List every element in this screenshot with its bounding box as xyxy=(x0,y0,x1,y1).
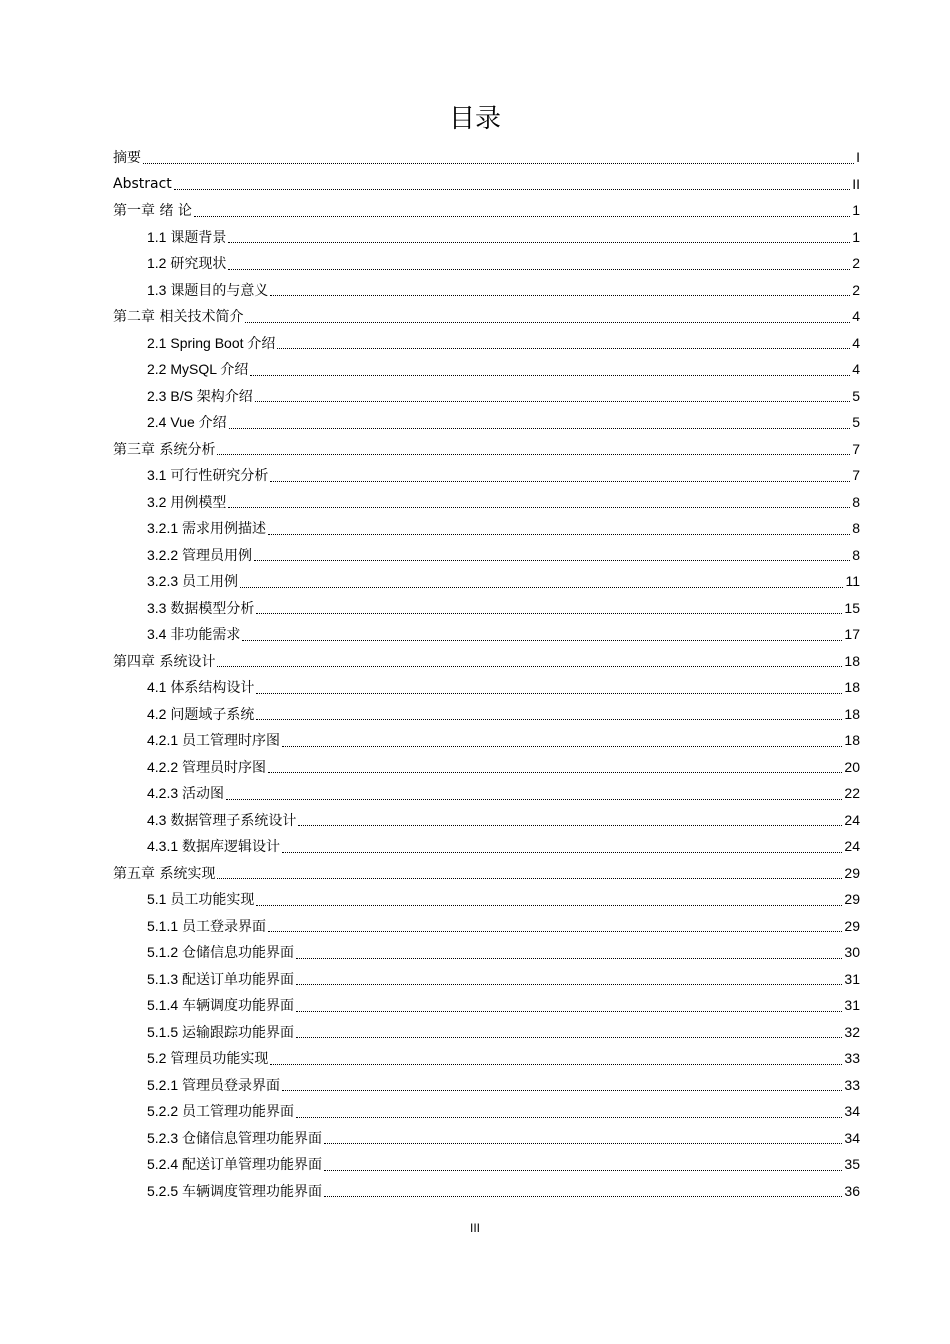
toc-entry-page: 4 xyxy=(852,308,860,325)
toc-dot-leader xyxy=(240,587,843,588)
toc-dot-leader xyxy=(217,454,850,455)
toc-dot-leader xyxy=(282,852,842,853)
table-of-contents xyxy=(113,144,860,1204)
toc-entry-label: 2.1 Spring Boot 介绍 xyxy=(147,334,276,351)
toc-entry-page: 1 xyxy=(852,228,860,245)
toc-entry-page: 33 xyxy=(844,1050,860,1067)
toc-entry[interactable] xyxy=(113,568,860,595)
toc-entry-label: 第四章 系统设计 xyxy=(113,653,216,670)
toc-entry-label: 3.3 数据模型分析 xyxy=(147,599,255,616)
toc-entry-page: 31 xyxy=(844,970,860,987)
toc-entry-label: 5.2 管理员功能实现 xyxy=(147,1050,269,1067)
toc-entry-page: I xyxy=(856,149,860,166)
toc-dot-leader xyxy=(296,984,842,985)
toc-entry-label: 2.2 MySQL 介绍 xyxy=(147,361,249,378)
toc-entry[interactable] xyxy=(113,356,860,383)
toc-entry-label: 4.3.1 数据库逻辑设计 xyxy=(147,838,281,855)
toc-entry-page: 29 xyxy=(844,864,860,881)
toc-entry[interactable] xyxy=(113,303,860,330)
toc-entry-label: 第一章 绪 论 xyxy=(113,203,192,220)
toc-entry-label: 5.2.5 车辆调度管理功能界面 xyxy=(147,1182,323,1199)
toc-dot-leader xyxy=(250,375,850,376)
toc-dot-leader xyxy=(194,216,850,217)
toc-entry-page: 8 xyxy=(852,546,860,563)
toc-dot-leader xyxy=(324,1170,842,1171)
toc-entry-label: 5.1 员工功能实现 xyxy=(147,891,255,908)
toc-entry-label: 5.2.2 员工管理功能界面 xyxy=(147,1103,295,1120)
toc-entry-label: Abstract xyxy=(113,175,172,192)
toc-entry-page: 33 xyxy=(844,1076,860,1093)
toc-dot-leader xyxy=(217,666,842,667)
toc-entry[interactable] xyxy=(113,807,860,834)
toc-dot-leader xyxy=(256,719,842,720)
toc-entry[interactable] xyxy=(113,224,860,251)
toc-entry-page: 35 xyxy=(844,1156,860,1173)
toc-entry-label: 5.2.4 配送订单管理功能界面 xyxy=(147,1156,323,1173)
toc-entry[interactable] xyxy=(113,383,860,410)
toc-dot-leader xyxy=(282,746,842,747)
toc-entry-label: 3.2.3 员工用例 xyxy=(147,573,239,590)
toc-entry-label: 摘要 xyxy=(113,150,141,167)
toc-dot-leader xyxy=(174,189,850,190)
toc-entry-label: 5.2.3 仓储信息管理功能界面 xyxy=(147,1129,323,1146)
toc-entry[interactable] xyxy=(113,674,860,701)
toc-entry[interactable] xyxy=(113,913,860,940)
toc-entry[interactable] xyxy=(113,621,860,648)
toc-entry[interactable] xyxy=(113,436,860,463)
toc-entry[interactable] xyxy=(113,780,860,807)
toc-dot-leader xyxy=(270,1064,842,1065)
toc-entry-page: 24 xyxy=(844,811,860,828)
toc-entry-page: 8 xyxy=(852,493,860,510)
toc-entry[interactable] xyxy=(113,1178,860,1205)
toc-entry-label: 5.2.1 管理员登录界面 xyxy=(147,1076,281,1093)
toc-entry-label: 1.1 课题背景 xyxy=(147,228,227,245)
toc-dot-leader xyxy=(296,1117,842,1118)
toc-entry[interactable] xyxy=(113,462,860,489)
toc-entry[interactable] xyxy=(113,542,860,569)
toc-dot-leader xyxy=(268,931,842,932)
toc-entry-page: 7 xyxy=(852,467,860,484)
toc-dot-leader xyxy=(256,613,842,614)
toc-entry-label: 5.1.5 运输跟踪功能界面 xyxy=(147,1023,295,1040)
toc-entry-label: 4.2 问题域子系统 xyxy=(147,705,255,722)
toc-entry-label: 第三章 系统分析 xyxy=(113,441,216,458)
toc-dot-leader xyxy=(296,1037,842,1038)
toc-entry-page: 5 xyxy=(852,387,860,404)
toc-entry-page: 18 xyxy=(844,652,860,669)
toc-dot-leader xyxy=(324,1196,842,1197)
toc-entry[interactable] xyxy=(113,330,860,357)
toc-entry-label: 4.1 体系结构设计 xyxy=(147,679,255,696)
toc-dot-leader xyxy=(256,905,842,906)
toc-entry-page: 36 xyxy=(844,1182,860,1199)
toc-entry-page: 24 xyxy=(844,838,860,855)
toc-entry[interactable] xyxy=(113,939,860,966)
toc-entry-page: 30 xyxy=(844,944,860,961)
toc-dot-leader xyxy=(228,269,850,270)
toc-entry-page: 18 xyxy=(844,705,860,722)
toc-entry-label: 4.3 数据管理子系统设计 xyxy=(147,811,297,828)
toc-entry-label: 4.2.3 活动图 xyxy=(147,785,225,802)
toc-dot-leader xyxy=(268,772,842,773)
toc-entry-label: 3.2 用例模型 xyxy=(147,493,227,510)
toc-entry[interactable] xyxy=(113,1072,860,1099)
toc-dot-leader xyxy=(270,295,850,296)
toc-entry-page: 11 xyxy=(845,573,860,590)
toc-dot-leader xyxy=(296,958,842,959)
toc-entry-page: 8 xyxy=(852,520,860,537)
toc-entry-page: 34 xyxy=(844,1103,860,1120)
toc-entry-label: 3.1 可行性研究分析 xyxy=(147,467,269,484)
toc-entry-page: 1 xyxy=(852,202,860,219)
toc-entry[interactable] xyxy=(113,515,860,542)
toc-entry[interactable] xyxy=(113,727,860,754)
toc-entry-page: 31 xyxy=(844,997,860,1014)
toc-entry[interactable] xyxy=(113,966,860,993)
toc-entry-page: 5 xyxy=(852,414,860,431)
toc-entry-page: 17 xyxy=(844,626,860,643)
toc-dot-leader xyxy=(217,878,842,879)
toc-dot-leader xyxy=(256,693,842,694)
toc-entry[interactable] xyxy=(113,1125,860,1152)
toc-entry[interactable] xyxy=(113,992,860,1019)
toc-entry-label: 5.1.1 员工登录界面 xyxy=(147,917,267,934)
toc-entry-page: 34 xyxy=(844,1129,860,1146)
toc-entry-page: 20 xyxy=(844,758,860,775)
toc-entry-label: 2.3 B/S 架构介绍 xyxy=(147,387,253,404)
toc-entry-label: 3.2.1 需求用例描述 xyxy=(147,520,267,537)
toc-entry[interactable] xyxy=(113,1151,860,1178)
toc-entry-page: 4 xyxy=(852,361,860,378)
toc-dot-leader xyxy=(282,1090,842,1091)
toc-dot-leader xyxy=(268,534,850,535)
toc-entry-page: 7 xyxy=(852,440,860,457)
toc-entry[interactable] xyxy=(113,1045,860,1072)
toc-entry[interactable] xyxy=(113,197,860,224)
toc-dot-leader xyxy=(324,1143,842,1144)
footer-page-number: III xyxy=(469,1221,480,1235)
toc-entry-label: 2.4 Vue 介绍 xyxy=(147,414,227,431)
toc-entry[interactable] xyxy=(113,648,860,675)
toc-entry-page: 29 xyxy=(844,917,860,934)
toc-entry-page: 2 xyxy=(852,281,860,298)
toc-entry-page: 32 xyxy=(844,1023,860,1040)
toc-entry-label: 3.2.2 管理员用例 xyxy=(147,546,253,563)
toc-entry-label: 3.4 非功能需求 xyxy=(147,626,241,643)
toc-entry-page: II xyxy=(852,175,860,192)
toc-entry[interactable] xyxy=(113,409,860,436)
toc-entry[interactable] xyxy=(113,1019,860,1046)
toc-entry[interactable] xyxy=(113,144,860,171)
page-title: 目录 xyxy=(448,104,501,134)
toc-entry[interactable] xyxy=(113,754,860,781)
toc-entry-page: 18 xyxy=(844,732,860,749)
toc-dot-leader xyxy=(296,1011,842,1012)
toc-dot-leader xyxy=(226,799,842,800)
toc-entry[interactable] xyxy=(113,1098,860,1125)
toc-dot-leader xyxy=(228,507,850,508)
toc-entry[interactable] xyxy=(113,886,860,913)
toc-dot-leader xyxy=(254,560,850,561)
toc-dot-leader xyxy=(229,428,851,429)
toc-entry-page: 15 xyxy=(844,599,860,616)
toc-dot-leader xyxy=(270,481,850,482)
toc-dot-leader xyxy=(255,401,850,402)
toc-entry-page: 18 xyxy=(844,679,860,696)
toc-entry[interactable] xyxy=(113,595,860,622)
toc-entry-label: 5.1.2 仓储信息功能界面 xyxy=(147,944,295,961)
toc-dot-leader xyxy=(245,322,850,323)
toc-entry-label: 5.1.3 配送订单功能界面 xyxy=(147,970,295,987)
toc-entry[interactable] xyxy=(113,250,860,277)
toc-entry-label: 1.2 研究现状 xyxy=(147,255,227,272)
toc-entry[interactable] xyxy=(113,833,860,860)
toc-entry[interactable] xyxy=(113,701,860,728)
toc-entry-page: 22 xyxy=(844,785,860,802)
toc-dot-leader xyxy=(242,640,842,641)
toc-entry-label: 4.2.2 管理员时序图 xyxy=(147,758,267,775)
toc-dot-leader xyxy=(298,825,842,826)
toc-entry[interactable] xyxy=(113,171,860,198)
toc-entry-page: 4 xyxy=(852,334,860,351)
toc-entry[interactable] xyxy=(113,860,860,887)
toc-entry-label: 4.2.1 员工管理时序图 xyxy=(147,732,281,749)
toc-entry-label: 第五章 系统实现 xyxy=(113,865,216,882)
toc-entry-page: 29 xyxy=(844,891,860,908)
toc-entry[interactable] xyxy=(113,489,860,516)
toc-dot-leader xyxy=(228,242,850,243)
toc-entry-page: 2 xyxy=(852,255,860,272)
toc-entry-label: 5.1.4 车辆调度功能界面 xyxy=(147,997,295,1014)
toc-entry-label: 1.3 课题目的与意义 xyxy=(147,281,269,298)
toc-dot-leader xyxy=(277,348,850,349)
toc-entry[interactable] xyxy=(113,277,860,304)
toc-entry-label: 第二章 相关技术简介 xyxy=(113,309,244,326)
toc-dot-leader xyxy=(143,163,854,164)
